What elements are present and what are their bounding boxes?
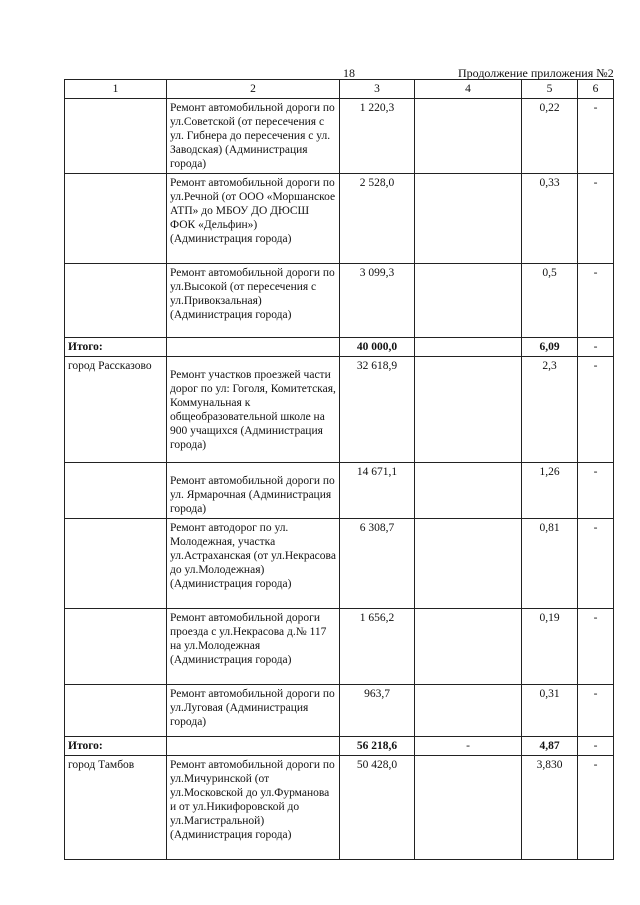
column-4-cell (415, 685, 522, 737)
municipality-cell (65, 609, 167, 685)
amount-cell: 1 656,2 (340, 609, 415, 685)
table-row (65, 264, 614, 338)
total-amount-cell: 56 218,6 (340, 737, 415, 756)
column-4-cell (415, 264, 522, 338)
length-cell: 1,26 (522, 463, 578, 519)
table-row (65, 685, 614, 737)
table-row (65, 519, 614, 609)
municipality-cell (65, 174, 167, 264)
column-4-cell (415, 338, 522, 357)
column-6-cell: - (578, 174, 614, 264)
column-4-cell (415, 99, 522, 174)
work-description-cell (167, 737, 340, 756)
table-row (65, 99, 614, 174)
table-row (65, 756, 614, 860)
total-length-cell: 6,09 (522, 338, 578, 357)
municipality-cell (65, 519, 167, 609)
length-cell: 2,3 (522, 357, 578, 463)
column-4-cell (415, 519, 522, 609)
column-number-row (65, 80, 614, 99)
amount-cell: 32 618,9 (340, 357, 415, 463)
length-cell: 3,830 (522, 756, 578, 860)
municipality-cell: город Тамбов (65, 756, 167, 860)
work-description-cell: Ремонт автодорог по ул. Молодежная, участка ул.Астраханская (от ул.Некрасова до ул.Молодежная) (Администрация города) (167, 519, 340, 609)
length-cell: 0,19 (522, 609, 578, 685)
total-row (65, 737, 614, 756)
work-description-cell: Ремонт автомобильной дороги по ул.Луговая (Администрация города) (167, 685, 340, 737)
column-6-cell: - (578, 264, 614, 338)
column-6-cell: - (578, 357, 614, 463)
total-length-cell: 4,87 (522, 737, 578, 756)
column-6-cell: - (578, 99, 614, 174)
column-header: 4 (415, 80, 522, 99)
column-6-cell: - (578, 463, 614, 519)
amount-cell: 6 308,7 (340, 519, 415, 609)
work-description-cell (167, 338, 340, 357)
column-6-cell: - (578, 756, 614, 860)
column-4-cell (415, 357, 522, 463)
work-description-cell: Ремонт автомобильной дороги проезда с ул.Некрасова д.№ 117 на ул.Молодежная (Администрация города) (167, 609, 340, 685)
table-row (65, 463, 614, 519)
amount-cell: 50 428,0 (340, 756, 415, 860)
column-6-cell: - (578, 338, 614, 357)
municipality-cell (65, 685, 167, 737)
column-header: 5 (522, 80, 578, 99)
column-header: 6 (578, 80, 614, 99)
amount-cell: 2 528,0 (340, 174, 415, 264)
column-4-cell: - (415, 737, 522, 756)
work-description-cell: Ремонт автомобильной дороги по ул. Ярмарочная (Администрация города) (167, 463, 340, 519)
work-description-cell: Ремонт автомобильной дороги по ул.Высокой (от пересечения с ул.Привокзальная) (Администрация города) (167, 264, 340, 338)
municipality-cell: город Рассказово (65, 357, 167, 463)
total-amount-cell: 40 000,0 (340, 338, 415, 357)
length-cell: 0,31 (522, 685, 578, 737)
work-description-cell: Ремонт автомобильной дороги по ул.Речной (от ООО «Моршанское АТП» до МБОУ ДО ДЮСШ ФОК «Дельфин») (Администрация города) (167, 174, 340, 264)
work-description-cell: Ремонт участков проезжей части дорог по ул: Гоголя, Комитетская, Коммунальная к общеобразовательной школе на 900 учащихся (Администрация города) (167, 357, 340, 463)
column-4-cell (415, 756, 522, 860)
column-6-cell: - (578, 609, 614, 685)
total-label: Итого: (65, 737, 167, 756)
amount-cell: 3 099,3 (340, 264, 415, 338)
municipality-cell (65, 463, 167, 519)
column-header: 2 (167, 80, 340, 99)
column-4-cell (415, 609, 522, 685)
total-row (65, 338, 614, 357)
amount-cell: 1 220,3 (340, 99, 415, 174)
page-number: 18 (343, 66, 355, 80)
column-6-cell: - (578, 737, 614, 756)
table-row (65, 609, 614, 685)
amount-cell: 963,7 (340, 685, 415, 737)
amount-cell: 14 671,1 (340, 463, 415, 519)
length-cell: 0,33 (522, 174, 578, 264)
length-cell: 0,22 (522, 99, 578, 174)
table-row (65, 174, 614, 264)
column-6-cell: - (578, 519, 614, 609)
column-4-cell (415, 174, 522, 264)
column-header: 1 (65, 80, 167, 99)
work-description-cell: Ремонт автомобильной дороги по ул.Советской (от пересечения с ул. Гибнера до пересечения с ул. Заводская) (Администрация города) (167, 99, 340, 174)
column-header: 3 (340, 80, 415, 99)
length-cell: 0,5 (522, 264, 578, 338)
table-row (65, 357, 614, 463)
continuation-label: Продолжение приложения №2 (458, 66, 614, 80)
column-6-cell: - (578, 685, 614, 737)
length-cell: 0,81 (522, 519, 578, 609)
work-description-cell: Ремонт автомобильной дороги по ул.Мичуринской (от ул.Московской до ул.Фурманова и от ул.Никифоровской до ул.Магистральной) (Администрация города) (167, 756, 340, 860)
appendix-table (64, 79, 614, 860)
column-4-cell (415, 463, 522, 519)
municipality-cell (65, 99, 167, 174)
total-label: Итого: (65, 338, 167, 357)
municipality-cell (65, 264, 167, 338)
